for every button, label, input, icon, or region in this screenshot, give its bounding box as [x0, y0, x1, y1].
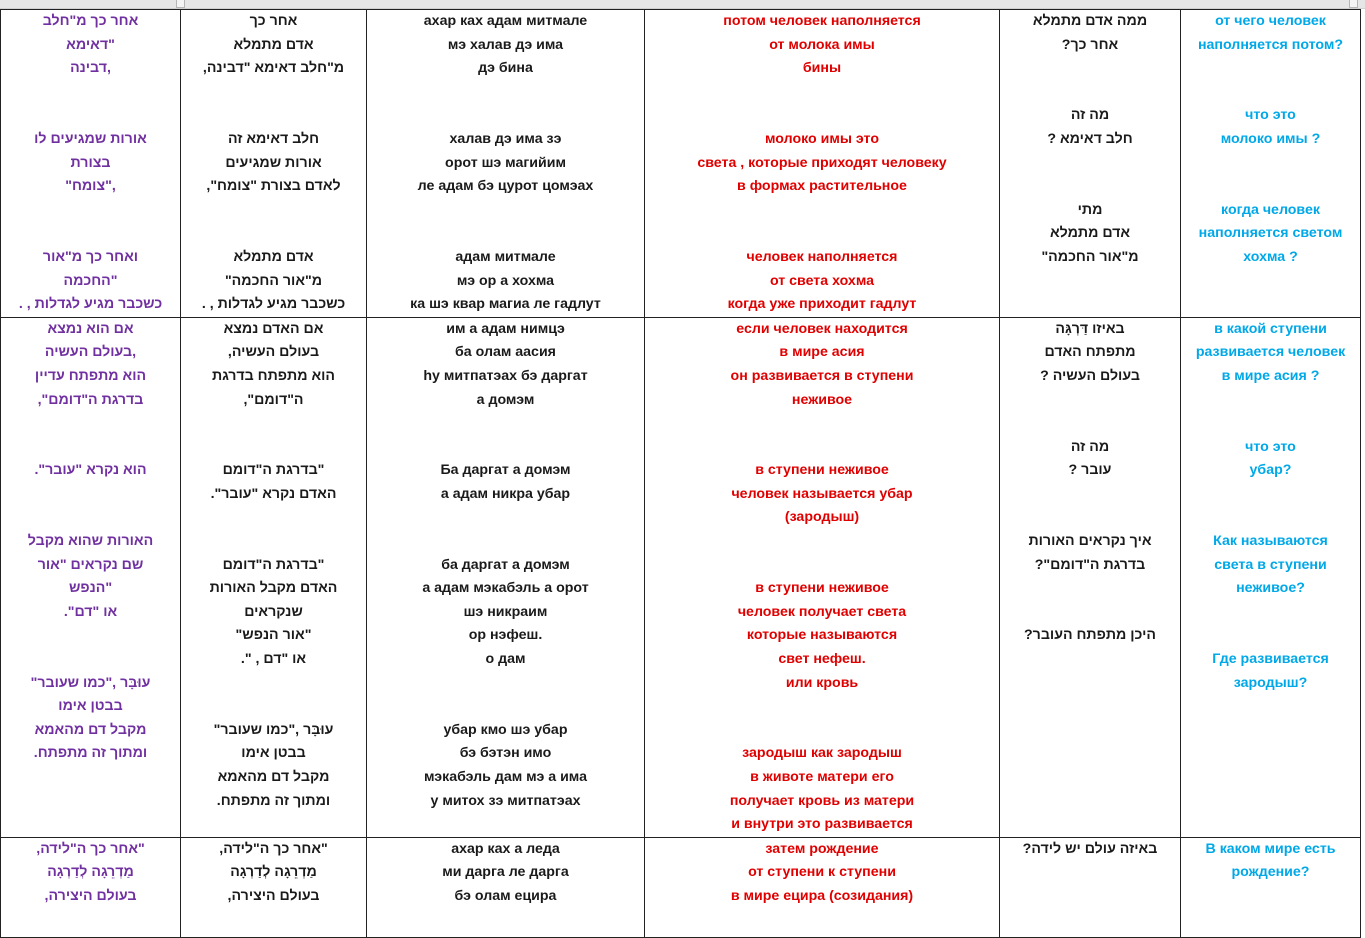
paragraph-gap	[648, 436, 996, 460]
cell-line: עוּבָּר ,"כמו שעובר"	[30, 674, 151, 691]
cell-line: הוא נקרא "עובר".	[34, 462, 147, 479]
cell-line: ор нэфеш.	[468, 627, 543, 644]
paragraph-gap	[184, 199, 363, 223]
paragraph-gap	[648, 719, 996, 743]
cell-line: что это	[1245, 107, 1296, 124]
cell-line: в формах растительное	[737, 178, 907, 195]
cell-line: אדם מתמלא	[1049, 225, 1131, 242]
cell-line: в какой ступени	[1214, 320, 1327, 337]
hebrew-source-cell[interactable]	[1, 837, 181, 937]
cell-line: ,"צומח"	[65, 178, 116, 195]
cell-line: мэ ор а хохма	[456, 272, 555, 289]
transliteration-cell[interactable]	[367, 10, 645, 318]
cell-line: в мире асия ?	[1221, 367, 1320, 384]
paragraph-gap	[1184, 412, 1357, 436]
cell-line: בצורת	[70, 154, 111, 171]
cell-line: и внутри это развивается	[731, 816, 913, 833]
cell-line: האדם נקרא "עובר".	[210, 485, 337, 502]
paragraph-gap	[1184, 624, 1357, 648]
paragraph-gap	[184, 104, 363, 128]
cell-line: בבטן אימו	[58, 698, 123, 715]
paragraph-gap	[1003, 483, 1177, 507]
cell-line: אחר כך מ"חלב	[42, 13, 139, 29]
cell-line: бины	[802, 60, 842, 77]
paragraph-gap	[1184, 81, 1357, 105]
cell-line: "בדרגת ה"דומם	[222, 556, 325, 573]
russian-answer-cell[interactable]	[645, 317, 1000, 837]
paragraph-gap	[370, 104, 641, 128]
russian-answer-cell[interactable]	[645, 10, 1000, 318]
cell-line: ба даргат а домэм	[441, 556, 570, 573]
cell-line: בדרגת ה"דומם"?	[1034, 556, 1146, 573]
cell-line: "הנפש	[68, 580, 113, 597]
paragraph-gap	[1003, 175, 1177, 199]
paragraph-gap	[1003, 601, 1177, 625]
cell-line: которые называются	[746, 627, 898, 644]
cell-line: בעולם העשיה ?	[1040, 367, 1140, 384]
cell-line: в ступени неживое	[755, 462, 889, 479]
cell-line: ,בעולם העשיה	[44, 344, 137, 361]
cell-line: שם נקראים "אור	[37, 556, 144, 573]
cell-line: Ба даргат а домэм	[440, 462, 571, 479]
cell-line: человек называется убар	[731, 485, 913, 502]
cell-line: ка шэ квар магиа ле гадлут	[410, 296, 601, 313]
cell-line: рождение?	[1231, 864, 1310, 881]
cell-line: получает кровь из матери	[729, 792, 915, 809]
cell-line: חלב דאימא ?	[1047, 130, 1133, 147]
cell-line: в ступени неживое	[755, 580, 889, 597]
cell-line: בדרגת ה"דומם",	[37, 391, 144, 408]
hebrew-source-cell[interactable]	[1, 317, 181, 837]
cell-line: הוא מתפתח בדרגת	[211, 367, 336, 384]
paragraph-gap	[370, 530, 641, 554]
russian-question-cell[interactable]	[1181, 837, 1361, 937]
cell-line: באיזה עולם יש לידה?	[1022, 840, 1158, 857]
cell-line: ахар ках а леда	[451, 840, 560, 857]
cell-line: מה זה	[1070, 438, 1110, 455]
paragraph-gap	[1003, 57, 1177, 81]
cell-line: מ"אור החכמה"	[224, 272, 323, 289]
cell-line: халав дэ има зэ	[449, 130, 562, 147]
paragraph-gap	[4, 412, 177, 436]
cell-line: hу митпатэах бэ даргат	[423, 367, 588, 384]
cell-line: а адам мэкабэль а орот	[422, 580, 589, 597]
paragraph-gap	[1184, 601, 1357, 625]
cell-line: или кровь	[785, 674, 859, 691]
cell-line: האורות שהוא מקבל	[27, 533, 154, 550]
paragraph-gap	[648, 554, 996, 578]
cell-line: адам митмале	[455, 248, 556, 265]
paragraph-gap	[1184, 389, 1357, 413]
cell-line: בעולם היצירה,	[227, 887, 320, 904]
paragraph-gap	[1003, 152, 1177, 176]
cell-line: в мире ецира (созидания)	[730, 887, 914, 904]
hebrew-question-cell[interactable]	[1000, 837, 1181, 937]
paragraph-gap	[184, 222, 363, 246]
cell-line: ה"דומם",	[243, 391, 304, 408]
cell-line: он развивается в ступени	[730, 367, 914, 384]
cell-line: "אחר כך ה"לידה,	[219, 840, 328, 857]
paragraph-gap	[4, 624, 177, 648]
cell-line: או "דם , ".	[240, 651, 307, 668]
cell-line: מתי	[1077, 201, 1103, 218]
paragraph-gap	[4, 199, 177, 223]
paragraph-gap	[1184, 152, 1357, 176]
lesson-table	[0, 9, 1361, 938]
russian-answer-cell[interactable]	[645, 837, 1000, 937]
paragraph-gap	[4, 648, 177, 672]
cell-line: если человек находится	[736, 320, 908, 337]
paragraph-gap	[1184, 483, 1357, 507]
cell-line: אחר כך?	[1061, 36, 1119, 53]
cell-line: наполняется светом	[1198, 225, 1343, 242]
cell-line: Как называются	[1213, 533, 1328, 550]
paragraph-gap	[370, 81, 641, 105]
paragraph-gap	[1003, 81, 1177, 105]
cell-line: у митох зэ митпатэах	[430, 792, 581, 809]
russian-question-cell[interactable]	[1181, 317, 1361, 837]
cell-line: ומתוך זה מתפתח.	[216, 792, 331, 809]
hebrew-rephrase-cell[interactable]	[181, 837, 367, 937]
cell-line: когда человек	[1221, 201, 1320, 218]
cell-line: שנקראים	[244, 603, 303, 620]
cell-line: а домэм	[476, 391, 535, 408]
hebrew-source-cell[interactable]	[1, 10, 181, 318]
paragraph-gap	[1184, 57, 1357, 81]
cell-line: затем рождение	[765, 840, 879, 857]
cell-line: ממה אדם מתמלא	[1032, 13, 1148, 29]
paragraph-gap	[1003, 577, 1177, 601]
paragraph-gap	[648, 412, 996, 436]
cell-line: מַדְרֵגָה לְדַרְגָה	[47, 864, 134, 881]
cell-line: לאדם בצורת "צומח",	[206, 178, 341, 195]
cell-line: а адам никра убар	[440, 485, 571, 502]
cell-line: ба олам аасия	[455, 344, 556, 361]
cell-line: איך נקראים האורות	[1028, 533, 1152, 550]
cell-line: מַדְרֵגָה לְדַרְגָה	[230, 864, 317, 881]
paragraph-gap	[184, 530, 363, 554]
cell-line: в мире асия	[779, 344, 865, 361]
cell-line: зародыш?	[1233, 674, 1308, 691]
cell-line: ахар ках адам митмале	[423, 13, 588, 29]
cell-line: свет нефеш.	[778, 651, 866, 668]
table-row	[1, 10, 1361, 318]
paragraph-gap	[184, 412, 363, 436]
cell-line: бэ бэтэн имо	[459, 745, 552, 762]
cell-line: אדם מתמלא	[233, 248, 314, 265]
cell-line: наполняется потом?	[1197, 36, 1344, 53]
cell-line: עובר ?	[1068, 462, 1112, 479]
cell-line: человек получает света	[737, 603, 907, 620]
cell-line: "אחר כך ה"לידה,	[36, 840, 145, 857]
cell-line: ואחר כך מ"אור	[42, 248, 139, 265]
cell-line: מ"חלב דאימא "דבינה,	[202, 60, 345, 77]
russian-question-cell[interactable]	[1181, 10, 1361, 318]
paragraph-gap	[370, 695, 641, 719]
cell-line: Где развивается	[1212, 651, 1329, 668]
cell-line: הוא מתפתח עדיין	[34, 367, 147, 384]
cell-line: "אור הנפש"	[235, 627, 312, 644]
cell-line: באיזו דַּרְגָּה	[1055, 320, 1125, 337]
paragraph-gap	[184, 81, 363, 105]
paragraph-gap	[4, 222, 177, 246]
paragraph-gap	[370, 199, 641, 223]
cell-line: בבטן אימו	[241, 745, 306, 762]
cell-line: бэ олам ецира	[454, 887, 557, 904]
cell-line: "החכמה	[63, 272, 118, 289]
cell-line: האדם מקבל האורות	[209, 580, 338, 597]
cell-line: хохма ?	[1243, 248, 1298, 265]
cell-line: ומתוך זה מתפתח.	[33, 745, 148, 762]
cell-line: мэ халав дэ има	[447, 36, 564, 53]
paragraph-gap	[1003, 506, 1177, 530]
cell-line: מ"אור החכמה"	[1041, 248, 1139, 265]
paragraph-gap	[184, 672, 363, 696]
hebrew-rephrase-cell[interactable]	[181, 317, 367, 837]
cell-line: света , которые приходят человеку	[697, 154, 947, 171]
cell-line: היכן מתפתח העובר?	[1023, 627, 1156, 644]
cell-line: молоко имы ?	[1220, 130, 1321, 147]
cell-line: אורות שמגיעים	[225, 154, 322, 171]
cell-line: אם הוא נמצא	[47, 320, 134, 337]
paragraph-gap	[370, 412, 641, 436]
transliteration-cell[interactable]	[367, 837, 645, 937]
cell-line: ми дарга ле дарга	[442, 864, 569, 881]
cell-line: ле адам бэ цурот цомэах	[417, 178, 594, 195]
cell-line: אם האדם נמצא	[223, 320, 324, 337]
cell-line: от света хохма	[769, 272, 875, 289]
paragraph-gap	[4, 104, 177, 128]
cell-line: молоко имы это	[765, 130, 879, 147]
cell-line: неживое?	[1236, 580, 1305, 597]
cell-line: (зародыш)	[784, 509, 860, 526]
paragraph-gap	[4, 483, 177, 507]
paragraph-gap	[370, 506, 641, 530]
cell-line: מה זה	[1070, 107, 1110, 124]
paragraph-gap	[370, 222, 641, 246]
paragraph-gap	[370, 436, 641, 460]
cell-line: от ступени к ступени	[748, 864, 896, 881]
cell-line: בעולם היצירה,	[44, 887, 137, 904]
cell-line: מקבל דם מהאמא	[34, 721, 147, 738]
cell-line: зародыш как зародыш	[742, 745, 902, 762]
cell-line: потом человек наполняется	[723, 13, 921, 29]
paragraph-gap	[184, 506, 363, 530]
paragraph-gap	[648, 222, 996, 246]
cell-line: света в ступени	[1214, 556, 1327, 573]
cell-line: человек наполняется	[746, 248, 898, 265]
cell-line: от молока имы	[769, 36, 875, 53]
paragraph-gap	[184, 695, 363, 719]
cell-line: מתפתח האדם	[1044, 344, 1136, 361]
paragraph-gap	[184, 436, 363, 460]
cell-line: מקבל דם מהאמא	[217, 769, 330, 785]
cell-line: убар кмо шэ убар	[443, 721, 568, 738]
cell-line: אחר כך	[249, 13, 298, 29]
cell-line: орот шэ магийим	[445, 154, 566, 171]
cell-line: "בדרגת ה"דומם	[222, 462, 325, 479]
paragraph-gap	[648, 104, 996, 128]
paragraph-gap	[370, 672, 641, 696]
cell-line: אדם מתמלא	[233, 36, 314, 53]
cell-line: כשכבר מגיע לגדלות , .	[18, 296, 163, 313]
cell-line: ,דבינה	[70, 60, 111, 77]
hebrew-question-cell[interactable]	[1000, 10, 1181, 318]
paragraph-gap	[648, 199, 996, 223]
paragraph-gap	[648, 695, 996, 719]
cell-line: от чего человек	[1215, 13, 1326, 29]
table-row	[1, 317, 1361, 837]
cell-line: כשכבר מגיע לגדלות , .	[201, 296, 346, 313]
paragraph-gap	[4, 506, 177, 530]
paragraph-gap	[648, 81, 996, 105]
paragraph-gap	[648, 530, 996, 554]
paragraph-gap	[4, 81, 177, 105]
paragraph-gap	[1003, 412, 1177, 436]
cell-line: о дам	[485, 651, 526, 668]
column-resize-marker[interactable]	[1349, 0, 1358, 8]
table-row	[1, 837, 1361, 937]
paragraph-gap	[1003, 389, 1177, 413]
cell-line: אורות שמגיעים לו	[34, 130, 147, 147]
transliteration-cell[interactable]	[367, 317, 645, 837]
hebrew-rephrase-cell[interactable]	[181, 10, 367, 318]
cell-line: או "דם".	[63, 603, 118, 620]
cell-line: дэ бина	[478, 60, 533, 77]
cell-line: когда уже приходит гадлут	[727, 296, 917, 313]
cell-line: шэ никраим	[463, 603, 548, 620]
column-resize-marker[interactable]	[176, 0, 185, 8]
cell-line: בעולם העשיה,	[227, 344, 320, 361]
cell-line: убар?	[1249, 462, 1292, 479]
cell-line: в животе матери его	[750, 769, 894, 785]
window-top-bar	[0, 0, 1365, 9]
cell-line: мэкабэль дам мэ а има	[423, 769, 588, 785]
cell-line: "דאימא	[66, 36, 115, 53]
paragraph-gap	[1184, 175, 1357, 199]
cell-line: развивается человек	[1195, 344, 1346, 361]
cell-line: В каком мире есть	[1205, 840, 1336, 857]
paragraph-gap	[1184, 506, 1357, 530]
hebrew-question-cell[interactable]	[1000, 317, 1181, 837]
cell-line: что это	[1245, 438, 1296, 455]
cell-line: неживое	[791, 391, 853, 408]
cell-line: עוּבָּר ,"כמו שעובר"	[213, 721, 334, 738]
cell-line: им а адам нимцэ	[446, 320, 565, 337]
paragraph-gap	[4, 436, 177, 460]
cell-line: חלב דאימא זה	[227, 130, 320, 147]
